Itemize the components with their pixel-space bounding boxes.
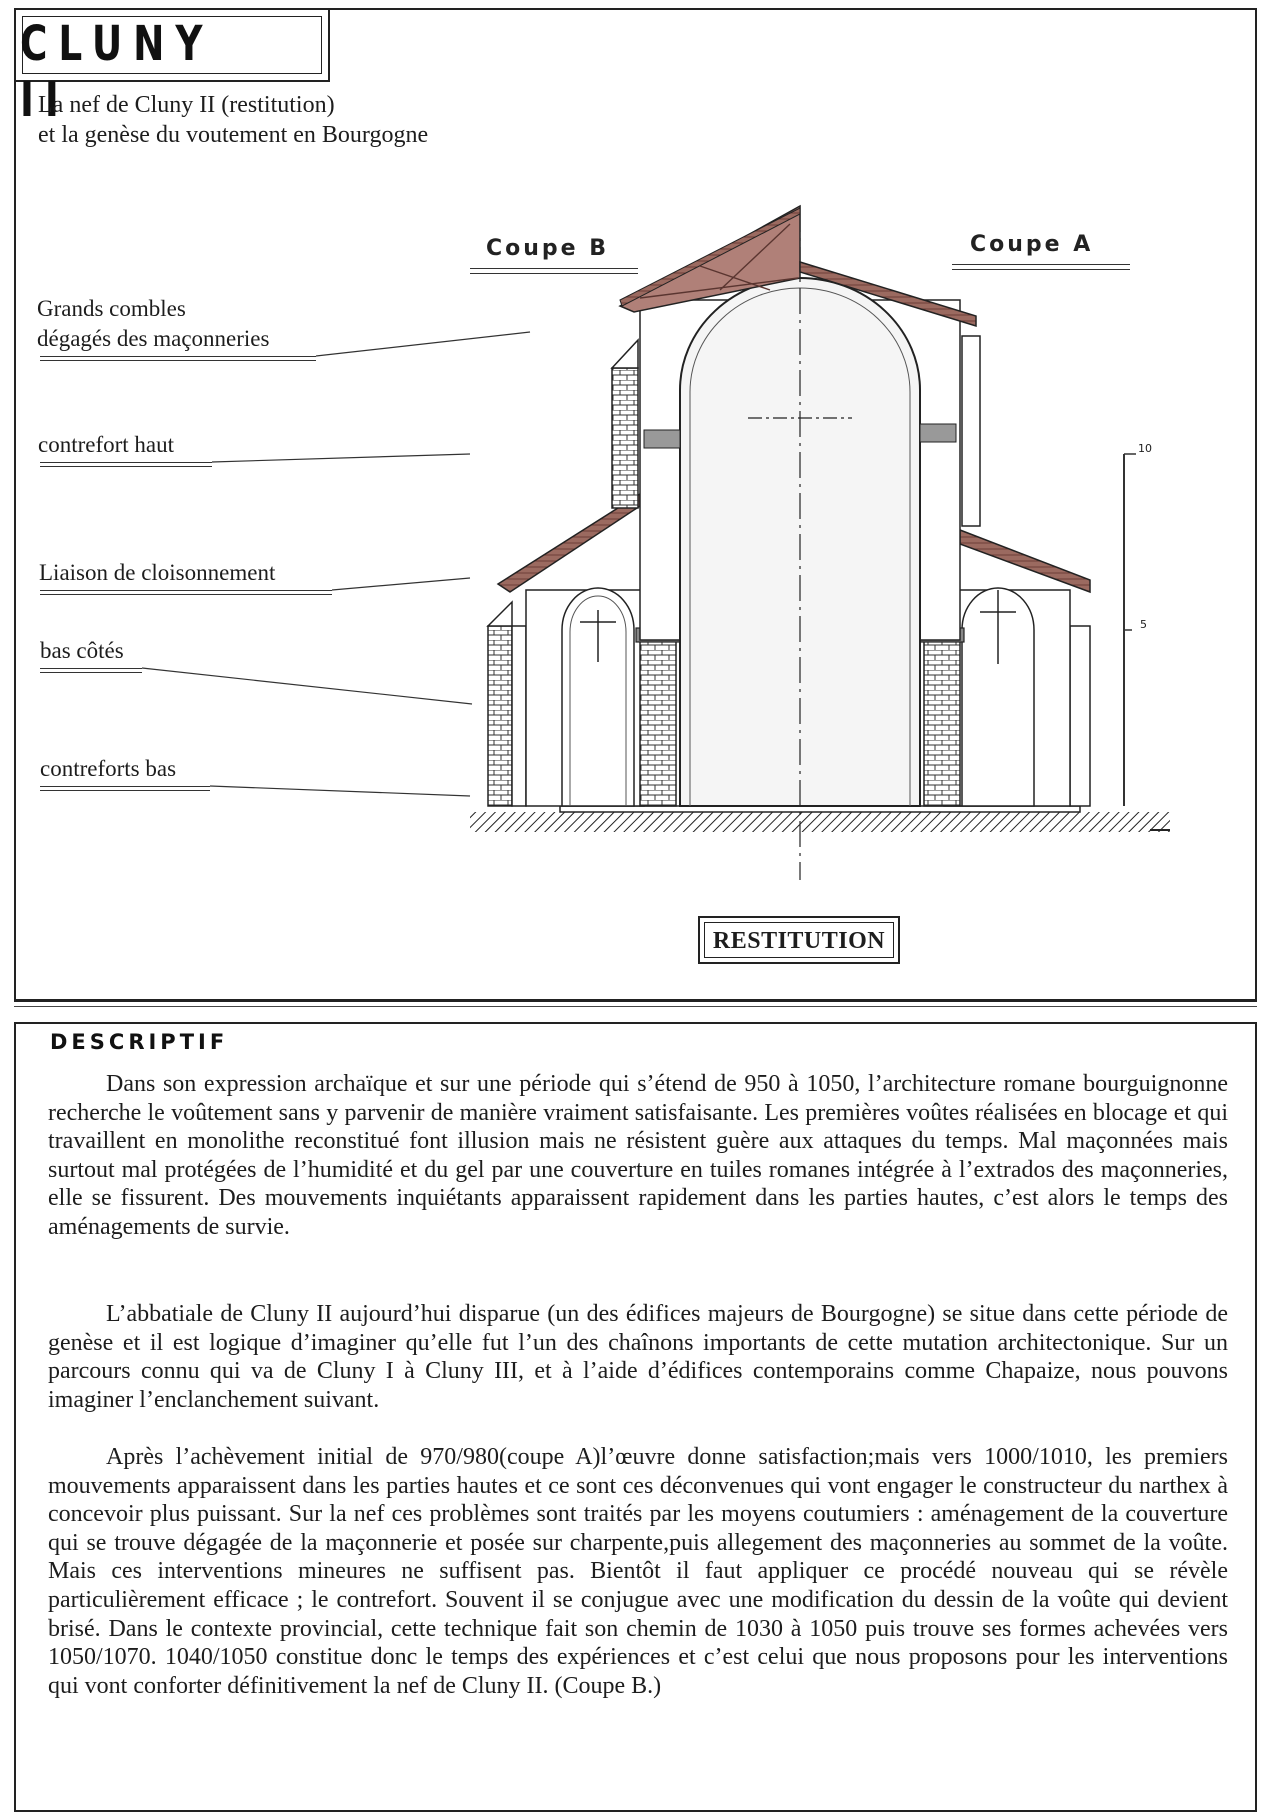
descriptif-heading: DESCRIPTIF [50, 1030, 229, 1054]
right-aisle-roof [960, 530, 1090, 592]
leader-lines [142, 332, 530, 796]
left-pier [640, 636, 676, 806]
coupe-b-label: Coupe B [486, 236, 610, 261]
label-liaison-cloisonnement: Liaison de cloisonnement [39, 560, 276, 585]
paragraph-3: Après l’achèvement initial de 970/980(coupe A)l’œuvre donne satisfaction;mais vers 1000/1010, les premiers mouvements apparaissent dans les parties hautes et ce sont ces déconvenues qui vont engager le constructeur du narthex à concevoir plus puissant. Sur la nef ces problèmes sont traités par les moyens coutumiers : aménagement de la couverture qui se trouve dégagée de la maçonnerie et posée sur charpente,puis allegement des maçonneries au sommet de la voûte. Mais ces interventions mineures ne suffisent pas. Bientôt il faut appliquer ce procédé nouveau qui se révèle particulièrement efficace ; le contrefort. Souvent il se conjugue avec une modification du dessin de la voûte qui devient brisé. Dans le contexte provincial, cette technique fait son chemin de 1030 à 1050 puis trouve ses formes achevées vers 1050/1070. 1040/1050 constitue donc le temps des expériences et c’est celui que nous proposons pour les interventions qui vont conforter définitivement la nef de Cluny II. (Coupe B.) [48, 1444, 1228, 1699]
contrefort-bas-left [488, 626, 512, 806]
restitution-badge: RESTITUTION [698, 916, 900, 964]
contrefort-haut-left [612, 368, 638, 508]
label-contreforts-bas: contreforts bas [40, 756, 177, 781]
contrefort-bas-right [1070, 626, 1090, 806]
right-pier [924, 636, 960, 806]
paragraph-2: L’abbatiale de Cluny II aujourd’hui disparue (un des édifices majeurs de Bourgogne) se situe dans cette période de genèse et il est logique d’imaginer qu’elle fut l’un des chaînons importants de cette mutation architectonique. Sur un parcours connu qui va de Cluny I à Cluny III, et à l’aide d’édifices contemporains comme Chapaize, nous pouvons imaginer l’enclanchement suivant. [48, 1301, 1228, 1413]
coupe-a-label: Coupe A [970, 232, 1094, 257]
label-grands-combles: Grands combles dégagés des maçonneries [37, 296, 270, 351]
page-title: CLUNY II [20, 16, 214, 128]
scale-label-10: 10 [1138, 442, 1152, 455]
scale-label-5: 5 [1140, 618, 1147, 631]
label-bas-cotes: bas côtés [40, 638, 124, 663]
page-subtitle: La nef de Cluny II (restitution) et la genèse du voutement en Bourgogne [38, 92, 429, 148]
scale-bar [1124, 454, 1136, 806]
contrefort-haut-right [962, 336, 980, 526]
label-contrefort-haut: contrefort haut [38, 432, 175, 457]
paragraph-1: Dans son expression archaïque et sur une période qui s’étend de 950 à 1050, l’architecture romane bourguignonne recherche le voûtement sans y parvenir de manière vraiment satisfaisante. Les premières voûtes réalisées en blocage et qui travaillent en monolithe reconstitué font illusion mais ne résistent guère aux attaques du temps. Mal maçonnées mais surtout mal protégées de l’humidité et du gel par une couverture en tuiles romanes intégrée à l’extrados des maçonneries, elle se fissurent. Des mouvements inquiétants apparaissent rapidement dans les parties hautes, c’est alors le temps des aménagements de survie. [48, 1071, 1228, 1240]
ground-hatch [470, 812, 1170, 832]
